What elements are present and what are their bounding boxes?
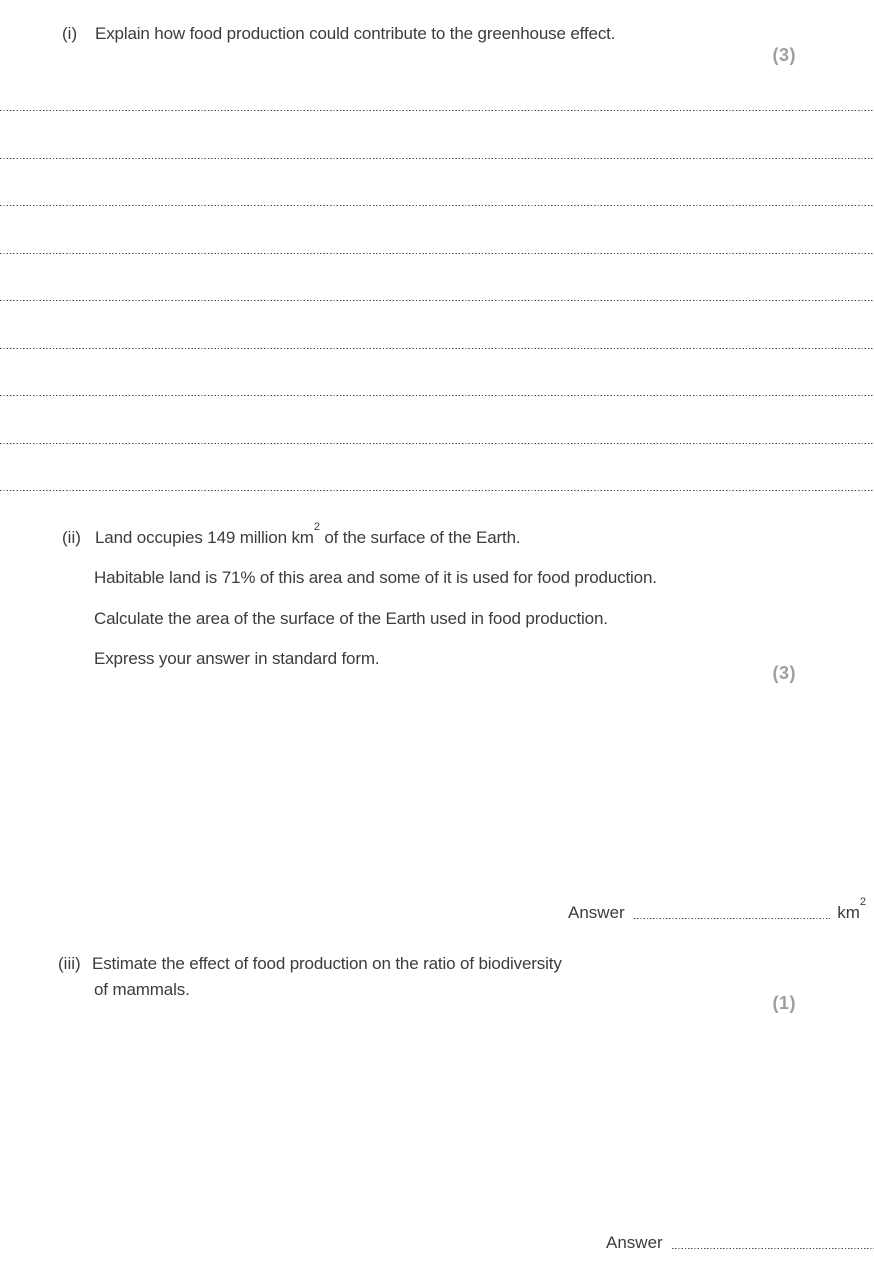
question-ii-line3: Calculate the area of the surface of the Earth used in food production. — [94, 609, 608, 628]
answer-line — [0, 347, 874, 349]
answer-row-ii — [568, 896, 866, 923]
answer-unit-base: km — [837, 903, 860, 922]
answer-unit — [837, 896, 866, 923]
question-ii-label: (ii) — [62, 528, 81, 547]
answer-line — [0, 394, 874, 396]
question-ii-line1-post: of the surface of the Earth. — [319, 528, 521, 547]
answer-line — [0, 157, 874, 159]
answer-line — [0, 109, 874, 111]
question-ii-line1-pre: Land occupies 149 million km — [95, 528, 314, 547]
question-ii-line1-superscript: 2 — [313, 521, 320, 534]
answer-line — [0, 442, 874, 444]
answer-line — [0, 204, 874, 206]
question-i-text: Explain how food production could contribute to the greenhouse effect. — [95, 24, 616, 43]
answer-dotted-field — [672, 1248, 874, 1250]
answer-line — [0, 489, 874, 491]
question-iii-label: (iii) — [58, 954, 81, 973]
question-ii-marks: (3) — [772, 663, 796, 683]
question-i-marks: (3) — [772, 45, 796, 65]
answer-label: Answer — [606, 1233, 663, 1252]
answer-line — [0, 252, 874, 254]
answer-dotted-field — [634, 918, 831, 920]
question-ii-line1 — [95, 521, 521, 548]
question-ii-line4: Express your answer in standard form. — [94, 649, 380, 668]
answer-unit-superscript: 2 — [859, 896, 866, 909]
question-iii-line2: of mammals. — [94, 980, 190, 999]
answer-line — [0, 299, 874, 301]
question-ii-line2: Habitable land is 71% of this area and some of it is used for food production. — [94, 568, 657, 587]
question-iii-marks: (1) — [772, 993, 796, 1013]
question-i-label: (i) — [62, 24, 78, 43]
answer-row-iii — [606, 1232, 874, 1253]
answer-label: Answer — [568, 903, 625, 922]
question-iii-line1: Estimate the effect of food production on the ratio of biodiversity — [92, 954, 562, 973]
